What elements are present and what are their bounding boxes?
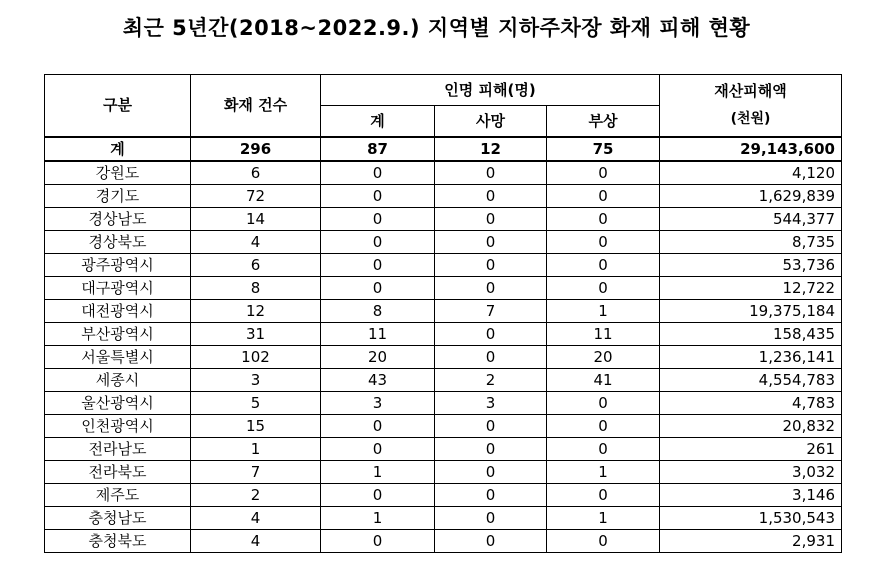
deaths-cell: 0 bbox=[435, 484, 547, 507]
injuries-cell: 0 bbox=[547, 277, 660, 300]
property-damage-cell: 4,554,783 bbox=[660, 369, 842, 392]
header-fire-count: 화재 건수 bbox=[191, 75, 321, 138]
property-damage-cell: 4,120 bbox=[660, 161, 842, 185]
property-damage-cell: 544,377 bbox=[660, 208, 842, 231]
deaths-cell: 7 bbox=[435, 300, 547, 323]
property-damage-cell: 1,530,543 bbox=[660, 507, 842, 530]
property-damage-cell: 1,629,839 bbox=[660, 185, 842, 208]
injuries-cell: 1 bbox=[547, 461, 660, 484]
fire-count-cell: 5 bbox=[191, 392, 321, 415]
region-cell: 강원도 bbox=[45, 161, 191, 185]
casualty-total-cell: 0 bbox=[321, 231, 435, 254]
casualty-total-cell: 0 bbox=[321, 438, 435, 461]
fire-count-cell: 3 bbox=[191, 369, 321, 392]
header-casualty-group: 인명 피해(명) bbox=[321, 75, 660, 106]
deaths-cell: 0 bbox=[435, 461, 547, 484]
region-cell: 경기도 bbox=[45, 185, 191, 208]
total-casualties: 87 bbox=[321, 137, 435, 161]
property-damage-cell: 53,736 bbox=[660, 254, 842, 277]
fire-count-cell: 6 bbox=[191, 254, 321, 277]
table-row bbox=[45, 161, 842, 185]
total-label: 계 bbox=[45, 137, 191, 161]
fire-count-cell: 12 bbox=[191, 300, 321, 323]
table-row bbox=[45, 323, 842, 346]
region-cell: 경상북도 bbox=[45, 231, 191, 254]
table-row bbox=[45, 507, 842, 530]
deaths-cell: 0 bbox=[435, 323, 547, 346]
deaths-cell: 3 bbox=[435, 392, 547, 415]
deaths-cell: 0 bbox=[435, 438, 547, 461]
injuries-cell: 0 bbox=[547, 254, 660, 277]
injuries-cell: 20 bbox=[547, 346, 660, 369]
region-cell: 경상남도 bbox=[45, 208, 191, 231]
casualty-total-cell: 11 bbox=[321, 323, 435, 346]
deaths-cell: 0 bbox=[435, 231, 547, 254]
injuries-cell: 0 bbox=[547, 392, 660, 415]
casualty-total-cell: 0 bbox=[321, 254, 435, 277]
injuries-cell: 1 bbox=[547, 300, 660, 323]
injuries-cell: 0 bbox=[547, 161, 660, 185]
property-damage-cell: 20,832 bbox=[660, 415, 842, 438]
region-cell: 대구광역시 bbox=[45, 277, 191, 300]
table-row bbox=[45, 231, 842, 254]
total-damage: 29,143,600 bbox=[660, 137, 842, 161]
fire-count-cell: 4 bbox=[191, 530, 321, 553]
fire-count-cell: 15 bbox=[191, 415, 321, 438]
casualty-total-cell: 0 bbox=[321, 277, 435, 300]
deaths-cell: 0 bbox=[435, 507, 547, 530]
table-row bbox=[45, 346, 842, 369]
injuries-cell: 0 bbox=[547, 530, 660, 553]
header-property-damage bbox=[660, 75, 842, 138]
casualty-total-cell: 1 bbox=[321, 461, 435, 484]
region-cell: 충청북도 bbox=[45, 530, 191, 553]
fire-count-cell: 72 bbox=[191, 185, 321, 208]
injuries-cell: 11 bbox=[547, 323, 660, 346]
fire-count-cell: 6 bbox=[191, 161, 321, 185]
fire-count-cell: 1 bbox=[191, 438, 321, 461]
casualty-total-cell: 43 bbox=[321, 369, 435, 392]
property-damage-cell: 8,735 bbox=[660, 231, 842, 254]
region-cell: 인천광역시 bbox=[45, 415, 191, 438]
region-cell: 전라북도 bbox=[45, 461, 191, 484]
fire-count-cell: 14 bbox=[191, 208, 321, 231]
header-property-damage-unit: (천원) bbox=[730, 111, 771, 127]
fire-count-cell: 2 bbox=[191, 484, 321, 507]
page-title: 최근 5년간(2018~2022.9.) 지역별 지하주차장 화재 피해 현황 bbox=[122, 16, 751, 40]
fire-count-cell: 7 bbox=[191, 461, 321, 484]
casualty-total-cell: 8 bbox=[321, 300, 435, 323]
table-row bbox=[45, 185, 842, 208]
table-row bbox=[45, 438, 842, 461]
table-row bbox=[45, 254, 842, 277]
injuries-cell: 0 bbox=[547, 231, 660, 254]
casualty-total-cell: 1 bbox=[321, 507, 435, 530]
region-cell: 전라남도 bbox=[45, 438, 191, 461]
header-category: 구분 bbox=[45, 75, 191, 138]
fire-count-cell: 102 bbox=[191, 346, 321, 369]
property-damage-cell: 12,722 bbox=[660, 277, 842, 300]
casualty-total-cell: 0 bbox=[321, 484, 435, 507]
injuries-cell: 0 bbox=[547, 484, 660, 507]
property-damage-cell: 1,236,141 bbox=[660, 346, 842, 369]
region-cell: 충청남도 bbox=[45, 507, 191, 530]
total-injuries: 75 bbox=[547, 137, 660, 161]
total-deaths: 12 bbox=[435, 137, 547, 161]
property-damage-cell: 19,375,184 bbox=[660, 300, 842, 323]
table-row bbox=[45, 415, 842, 438]
casualty-total-cell: 0 bbox=[321, 208, 435, 231]
total-row bbox=[45, 137, 842, 161]
fire-count-cell: 31 bbox=[191, 323, 321, 346]
injuries-cell: 0 bbox=[547, 208, 660, 231]
deaths-cell: 0 bbox=[435, 185, 547, 208]
header-injuries: 부상 bbox=[547, 106, 660, 138]
table-row bbox=[45, 300, 842, 323]
table-row bbox=[45, 277, 842, 300]
deaths-cell: 0 bbox=[435, 530, 547, 553]
injuries-cell: 0 bbox=[547, 438, 660, 461]
deaths-cell: 0 bbox=[435, 254, 547, 277]
fire-count-cell: 4 bbox=[191, 507, 321, 530]
deaths-cell: 0 bbox=[435, 415, 547, 438]
casualty-total-cell: 20 bbox=[321, 346, 435, 369]
deaths-cell: 0 bbox=[435, 161, 547, 185]
injuries-cell: 41 bbox=[547, 369, 660, 392]
table-row bbox=[45, 392, 842, 415]
deaths-cell: 0 bbox=[435, 277, 547, 300]
injuries-cell: 0 bbox=[547, 415, 660, 438]
region-cell: 울산광역시 bbox=[45, 392, 191, 415]
table-body bbox=[45, 137, 842, 553]
header-property-damage-label: 재산피해액 bbox=[714, 82, 787, 100]
property-damage-cell: 3,146 bbox=[660, 484, 842, 507]
region-cell: 제주도 bbox=[45, 484, 191, 507]
table-row bbox=[45, 530, 842, 553]
region-cell: 대전광역시 bbox=[45, 300, 191, 323]
header-deaths: 사망 bbox=[435, 106, 547, 138]
header-casualty-total: 계 bbox=[321, 106, 435, 138]
region-cell: 광주광역시 bbox=[45, 254, 191, 277]
fire-damage-table bbox=[44, 74, 842, 553]
region-cell: 서울특별시 bbox=[45, 346, 191, 369]
table-row bbox=[45, 484, 842, 507]
casualty-total-cell: 0 bbox=[321, 161, 435, 185]
casualty-total-cell: 3 bbox=[321, 392, 435, 415]
casualty-total-cell: 0 bbox=[321, 415, 435, 438]
property-damage-cell: 261 bbox=[660, 438, 842, 461]
deaths-cell: 0 bbox=[435, 346, 547, 369]
fire-count-cell: 4 bbox=[191, 231, 321, 254]
table-row bbox=[45, 369, 842, 392]
injuries-cell: 1 bbox=[547, 507, 660, 530]
deaths-cell: 0 bbox=[435, 208, 547, 231]
deaths-cell: 2 bbox=[435, 369, 547, 392]
property-damage-cell: 3,032 bbox=[660, 461, 842, 484]
fire-count-cell: 8 bbox=[191, 277, 321, 300]
property-damage-cell: 4,783 bbox=[660, 392, 842, 415]
total-fires: 296 bbox=[191, 137, 321, 161]
casualty-total-cell: 0 bbox=[321, 530, 435, 553]
region-cell: 부산광역시 bbox=[45, 323, 191, 346]
region-cell: 세종시 bbox=[45, 369, 191, 392]
casualty-total-cell: 0 bbox=[321, 185, 435, 208]
table-row bbox=[45, 461, 842, 484]
property-damage-cell: 158,435 bbox=[660, 323, 842, 346]
property-damage-cell: 2,931 bbox=[660, 530, 842, 553]
table-row bbox=[45, 208, 842, 231]
table-header bbox=[45, 75, 842, 138]
injuries-cell: 0 bbox=[547, 185, 660, 208]
